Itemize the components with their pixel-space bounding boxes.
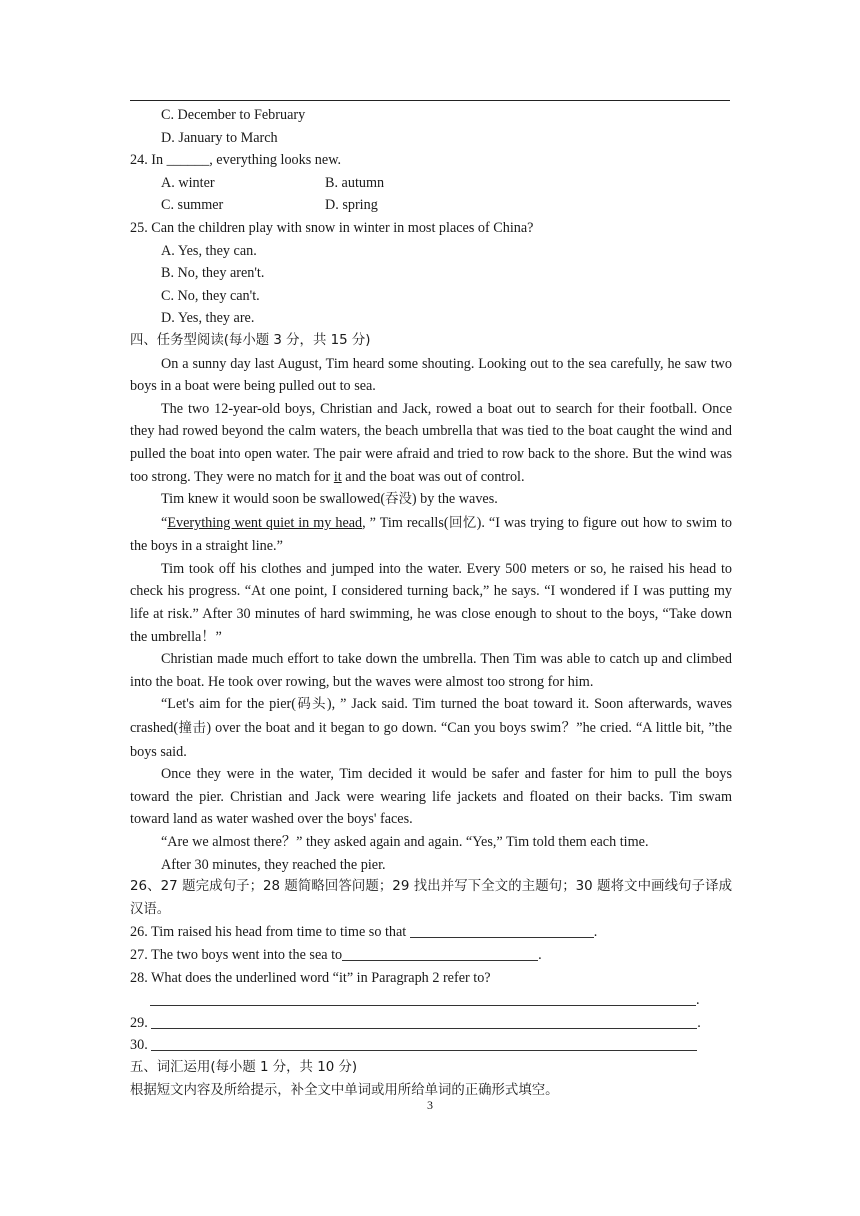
passage-paragraph-8: Once they were in the water, Tim decided it would be safer and faster for him to pull the boys toward the pier. Christian and Jack were wearing life jackets and floated on their backs. Tim swam toward land as water washed over the boys' faces. — [130, 766, 732, 828]
p4-text-mid: , ” Tim recalls( — [362, 514, 449, 531]
q27 — [130, 944, 732, 967]
q28-answer-line — [130, 989, 732, 1012]
q27-period: . — [538, 946, 542, 963]
p2-text-before: The two 12-year-old boys, Christian and Jack, rowed a boat out to search for their football. Once they had rowed beyond the calm waters, the beach umbrella that was tied to the boat caught the wind and pulled the boat into open water. The pair were afraid and tried to row back to the shore. But the wind was too strong. They were no match for — [130, 400, 732, 485]
q28-answer-blank[interactable] — [150, 991, 696, 1006]
passage-paragraph-1: On a sunny day last August, Tim heard some shouting. Looking out to the sea carefully, he saw two boys in a boat were being pulled out to sea. — [130, 355, 732, 395]
q24-options-row-2 — [130, 194, 732, 217]
q24-option-c: C. summer — [161, 197, 224, 214]
q25-question: 25. Can the children play with snow in winter in most places of China? — [130, 219, 534, 236]
page-content — [130, 104, 732, 1102]
passage-paragraph-5: Tim took off his clothes and jumped into the water. Every 500 meters or so, he raised his head to check his progress. “At one point, I considered turning back,” he says. “I wondered if I was putting my life at risk.” After 30 minutes of hard swimming, he was close enough to shout to the boys, “Take down the umbrella！” — [130, 560, 732, 645]
q25-option-d: D. Yes, they are. — [161, 310, 255, 327]
section4-heading: 四、任务型阅读(每小题 3 分，共 15 分) — [130, 332, 371, 348]
q30 — [130, 1034, 732, 1057]
p7-text-b: ), ” Jack said. Tim turned the boat toward it. Soon afterwards, waves crashed( — [130, 696, 733, 737]
passage-paragraph-3 — [130, 488, 732, 512]
header-rule — [130, 100, 730, 101]
q28-question: 28. What does the underlined word “it” in Paragraph 2 refer to? — [130, 969, 491, 986]
q24-question: 24. In ______, everything looks new. — [130, 152, 342, 169]
q24-option-b: B. autumn — [325, 174, 385, 191]
p4-text-after: ). “I was trying to figure out how to swim to the boys in a straight line.” — [130, 514, 733, 555]
q24-option-a: A. winter — [161, 174, 215, 191]
q28-period: . — [696, 992, 700, 1009]
q23-option-c: C. December to February — [161, 107, 306, 123]
q25-option-a: A. Yes, they can. — [161, 242, 257, 259]
passage-paragraph-9: “Are we almost there？” they asked again and again. “Yes,” Tim told them each time. — [161, 834, 649, 850]
q27-text: 27. The two boys went into the sea to — [130, 946, 343, 963]
p7-text-a: “Let's aim for the pier( — [161, 696, 296, 713]
q26-answer-blank[interactable] — [410, 923, 594, 938]
q25-option-b: B. No, they aren't. — [161, 265, 265, 282]
passage-paragraph-6: Christian made much effort to take down the umbrella. Then Tim was able to catch up and climbed into the boat. He took over rowing, but the waves were almost too strong for him. — [130, 651, 732, 690]
q30-answer-blank[interactable] — [151, 1036, 697, 1051]
p2-text-after: and the boat was out of control. — [341, 468, 525, 485]
p4-chinese-gloss: 回忆 — [448, 515, 477, 531]
q30-number: 30. — [130, 1037, 152, 1054]
p7-chinese-gloss-2: 撞击 — [178, 721, 207, 737]
q24-option-d: D. spring — [325, 197, 378, 214]
p4-open-quote: “ — [161, 514, 168, 531]
section4-instructions: 26、27 题完成句子；28 题简略回答问题；29 找出并写下全文的主题句；30 题将文中画线句子译成汉语。 — [130, 879, 732, 917]
passage-paragraph-2 — [130, 398, 732, 488]
q24-options-row-1 — [130, 172, 732, 195]
p7-chinese-gloss-1: 码头 — [295, 697, 327, 713]
q29-period: . — [697, 1014, 701, 1031]
underlined-sentence: Everything went quiet in my head — [167, 514, 363, 531]
passage-paragraph-4 — [130, 512, 732, 558]
q26-text: 26. Tim raised his head from time to time so that — [130, 924, 410, 941]
section5-instructions: 根据短文内容及所给提示，补全文中单词或用所给单词的正确形式填空。 — [130, 1082, 559, 1098]
passage-paragraph-10: After 30 minutes, they reached the pier. — [161, 856, 386, 873]
section5-heading: 五、词汇运用(每小题 1 分，共 10 分) — [130, 1059, 358, 1075]
q26 — [130, 921, 732, 944]
q25-option-c: C. No, they can't. — [161, 287, 260, 304]
q23-option-d: D. January to March — [161, 129, 278, 146]
q29 — [130, 1012, 732, 1035]
q29-answer-blank[interactable] — [151, 1014, 697, 1029]
underlined-word-it: it — [333, 468, 342, 485]
page-number: 3 — [427, 1098, 433, 1112]
p3-chinese-gloss: 吞没 — [385, 492, 412, 508]
p7-text-c: ) over the boat and it began to go down. “Can you boys swim？”he cried. “A little bit, ”the boys said. — [130, 720, 732, 760]
q27-answer-blank[interactable] — [342, 946, 538, 961]
q29-number: 29. — [130, 1014, 152, 1031]
p3-text-b: ) by the waves. — [411, 491, 498, 508]
p3-text-a: Tim knew it would soon be swallowed( — [161, 491, 386, 508]
q26-period: . — [593, 924, 598, 941]
passage-paragraph-7 — [130, 693, 732, 763]
